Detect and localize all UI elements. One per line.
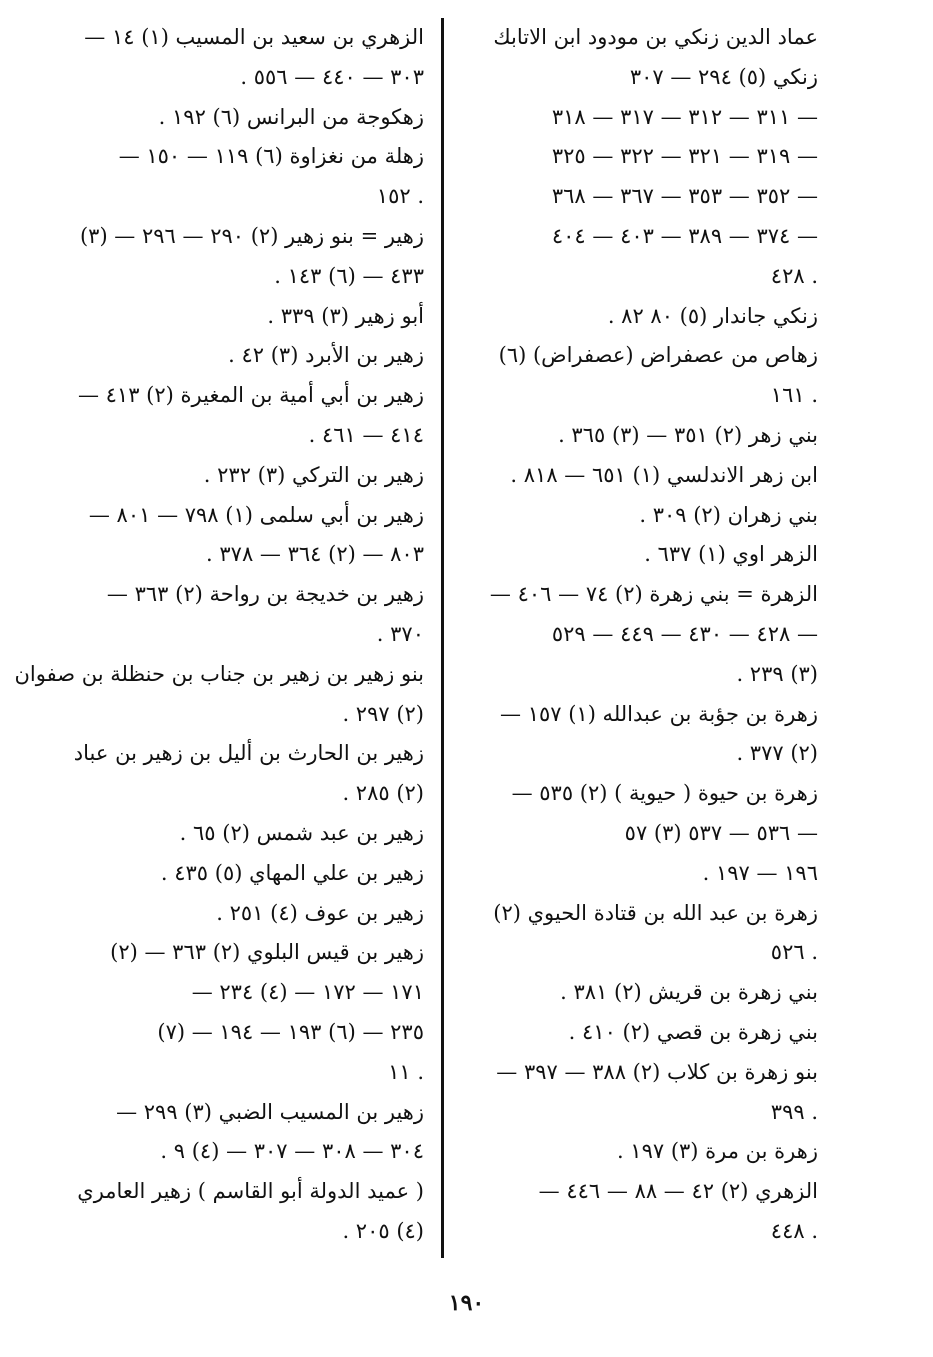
index-entry-line: زهير بن أبي أمية بن المغيرة (٢) ٤١٣ — <box>77 383 424 408</box>
right-index-column <box>468 18 818 1252</box>
index-entry-line: ٣٧٠ . <box>376 621 424 646</box>
index-entry-line: ١٧١ — ١٧٢ — (٤) ٢٣٤ — <box>191 980 424 1005</box>
index-entry-line: بني زهران (٢) ٣٠٩ . <box>639 502 818 527</box>
index-entry-line: بني زهرة بن قصي (٢) ٤١٠ . <box>568 1019 818 1044</box>
index-entry-line: . ٣٩٩ <box>770 1099 818 1124</box>
index-entry-line: (٢) ٢٨٥ . <box>342 781 424 806</box>
index-entry-line: — ٣١١ — ٣١٢ — ٣١٧ — ٣١٨ <box>551 104 818 129</box>
index-entry-line: عماد الدين زنكي بن مودود ابن الاتابك <box>493 25 818 49</box>
index-entry-line: — ٣٥٢ — ٣٥٣ — ٣٦٧ — ٣٦٨ <box>551 184 818 209</box>
index-entry-line: زنكي جاندار (٥) ٨٠ ٨٢ . <box>607 303 818 328</box>
index-entry-line: . ١١ <box>388 1059 424 1084</box>
index-entry-line: زهير بن التركي (٣) ٢٣٢ . <box>203 462 424 487</box>
index-entry-line: زهير بن الأبرد (٣) ٤٢ . <box>228 343 424 368</box>
index-entry-line: . ٥٢٦ <box>770 940 818 965</box>
column-divider <box>441 18 444 1258</box>
index-entry-line: . ١٦١ <box>770 383 818 408</box>
index-entry-line: — ٣٧٤ — ٣٨٩ — ٤٠٣ — ٤٠٤ <box>551 223 818 248</box>
index-entry-line: زهير بن المسيب الضبي (٣) ٢٩٩ — <box>116 1099 424 1124</box>
index-entry-line: (٢) ٣٧٧ . <box>736 741 818 766</box>
index-entry-line: بنو زهير بن زهير بن جناب بن حنظلة بن صفوان <box>14 661 424 686</box>
index-entry-line: زهير بن عبد شمس (٢) ٦٥ . <box>179 820 424 845</box>
index-entry-line: الزهري بن سعيد بن المسيب (١) ١٤ — <box>84 25 424 49</box>
index-entry-line: زهير بن أبي سلمى (١) ٧٩٨ — ٨٠١ — <box>88 502 424 527</box>
index-entry-line: ١٩٦ — ١٩٧ . <box>702 860 818 885</box>
index-entry-line: الزهرة = بني زهرة (٢) ٧٤ — ٤٠٦ — <box>489 582 818 607</box>
index-entry-line: . ٤٤٨ <box>770 1218 818 1243</box>
index-entry-line: زهير بن قيس البلوي (٢) ٣٦٣ — (٢) <box>110 940 424 965</box>
index-entry-line: ٤١٤ — ٤٦١ . <box>308 422 424 447</box>
index-entry-line: زهلة من نغزاوة (٦) ١١٩ — ١٥٠ — <box>118 144 424 169</box>
index-entry-line: بني زهر (٢) ٣٥١ — (٣) ٣٦٥ . <box>558 422 818 447</box>
index-entry-line: زهكوجة من البرانس (٦) ١٩٢ . <box>158 104 424 129</box>
index-entry-line: (٢) ٢٩٧ . <box>342 701 424 726</box>
index-entry-line: أبو زهير (٣) ٣٣٩ . <box>267 303 424 328</box>
index-entry-line: (٣) ٢٣٩ . <box>736 661 818 686</box>
index-entry-line: زهرة بن حيوة ( حيوية ) (٢) ٥٣٥ — <box>511 781 818 806</box>
index-entry-line: بني زهرة بن قريش (٢) ٣٨١ . <box>560 980 818 1005</box>
index-entry-line: ٣٠٣ — ٤٤٠ — ٥٥٦ . <box>240 64 424 89</box>
index-entry-line: ( عميد الدولة أبو القاسم ) زهير العامري <box>77 1179 424 1204</box>
index-entry-line: — ٥٣٦ — ٥٣٧ (٣) ٥٧ <box>624 820 818 845</box>
index-entry-line: زهاص من عصفراض (عصفراض) (٦) <box>498 343 818 368</box>
index-entry-line: الزهري (٢) ٤٢ — ٨٨ — ٤٤٦ — <box>538 1179 818 1204</box>
index-entry-line: زهير بن عوف (٤) ٢٥١ . <box>216 900 424 925</box>
index-entry-line: زهرة بن مرة (٣) ١٩٧ . <box>616 1139 818 1164</box>
page-number: ١٩٠ <box>448 1290 485 1316</box>
index-entry-line: — ٣١٩ — ٣٢١ — ٣٢٢ — ٣٢٥ <box>551 144 818 169</box>
index-entry-line: زهير بن علي المهاي (٥) ٤٣٥ . <box>160 860 424 885</box>
index-entry-line: . ١٥٢ <box>376 184 424 209</box>
index-entry-line: زهير بن الحارث بن أليل بن زهير بن عباد <box>73 741 424 766</box>
index-entry-line: (٤) ٢٠٥ . <box>342 1218 424 1243</box>
index-entry-line: . ٤٢٨ <box>770 263 818 288</box>
index-entry-line: الزهر اوي (١) ٦٣٧ . <box>644 542 818 567</box>
index-entry-line: ٣٠٤ — ٣٠٨ — ٣٠٧ — (٤) ٩ . <box>160 1139 424 1164</box>
index-entry-line: ابن زهر الاندلسي (١) ٦٥١ — ٨١٨ . <box>510 462 818 487</box>
index-entry-line: ٨٠٣ — (٢) ٣٦٤ — ٣٧٨ . <box>206 542 424 567</box>
index-entry-line: زهير بن خديجة بن رواحة (٢) ٣٦٣ — <box>106 582 424 607</box>
index-entry-line: زنكي (٥) ٢٩٤ — ٣٠٧ <box>629 64 818 89</box>
index-entry-line: ٤٣٣ — (٦) ١٤٣ . <box>274 263 424 288</box>
index-entry-line: — ٤٢٨ — ٤٣٠ — ٤٤٩ — ٥٢٩ <box>551 621 818 646</box>
index-entry-line: ٢٣٥ — (٦) ١٩٣ — ١٩٤ — (٧) <box>157 1019 424 1044</box>
left-index-column <box>14 18 424 1252</box>
index-entry-line: بنو زهرة بن كلاب (٢) ٣٨٨ — ٣٩٧ — <box>496 1059 818 1084</box>
index-entry-line: زهرة بن جؤبة بن عبدالله (١) ١٥٧ — <box>500 701 818 726</box>
index-entry-line: زهير = بنو زهير (٢) ٢٩٠ — ٢٩٦ — (٣) <box>79 223 424 248</box>
index-entry-line: زهرة بن عبد الله بن قتادة الحيوي (٢) <box>493 900 818 925</box>
